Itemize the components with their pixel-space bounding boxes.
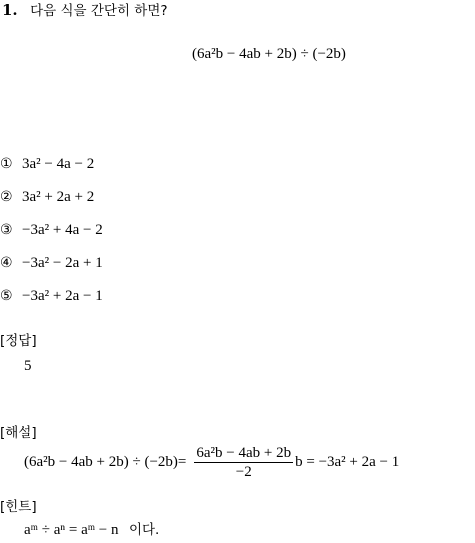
explanation-heading: [해설] [0, 425, 37, 441]
choice-1-mark: ① [0, 156, 13, 172]
choice-3[interactable] [0, 220, 103, 240]
hint-heading: [힌트] [0, 499, 37, 515]
choice-5-text: −3a² + 2a − 1 [22, 288, 103, 304]
explanation-equation [24, 442, 399, 482]
answer-heading: [정답] [0, 333, 37, 349]
choice-3-text: −3a² + 4a − 2 [22, 222, 103, 238]
explanation-fraction [194, 444, 293, 481]
choice-4-mark: ④ [0, 255, 13, 271]
question-number: 1. [2, 1, 18, 19]
choice-2-mark: ② [0, 189, 13, 205]
choice-1[interactable] [0, 154, 94, 174]
choice-2[interactable] [0, 187, 94, 207]
choice-5[interactable] [0, 286, 103, 306]
problem-expression [192, 44, 346, 64]
question-prompt: 다음 식을 간단히 하면? [30, 3, 168, 19]
hint-suffix: 이다. [128, 522, 160, 538]
choice-5-mark: ⑤ [0, 288, 13, 304]
hint-formula: aᵐ ÷ aⁿ = aᵐ − n [24, 522, 119, 538]
fraction-numerator: 6a²b − 4ab + 2b [196, 444, 292, 461]
problem-expression-text: (6a²b − 4ab + 2b) ÷ (−2b) [192, 46, 346, 62]
explanation-lhs: (6a²b − 4ab + 2b) ÷ (−2b)= [24, 453, 187, 470]
choice-3-mark: ③ [0, 222, 13, 238]
fraction-denominator: −2 [235, 463, 252, 480]
choice-4-text: −3a² − 2a + 1 [22, 255, 103, 271]
answer-value: 5 [24, 358, 32, 374]
choice-1-text: 3a² − 4a − 2 [22, 156, 95, 172]
choice-2-text: 3a² + 2a + 2 [22, 189, 95, 205]
question-header [2, 0, 168, 20]
hint-line [24, 520, 159, 540]
choice-4[interactable] [0, 253, 103, 273]
explanation-rhs: b = −3a² + 2a − 1 [295, 453, 400, 470]
